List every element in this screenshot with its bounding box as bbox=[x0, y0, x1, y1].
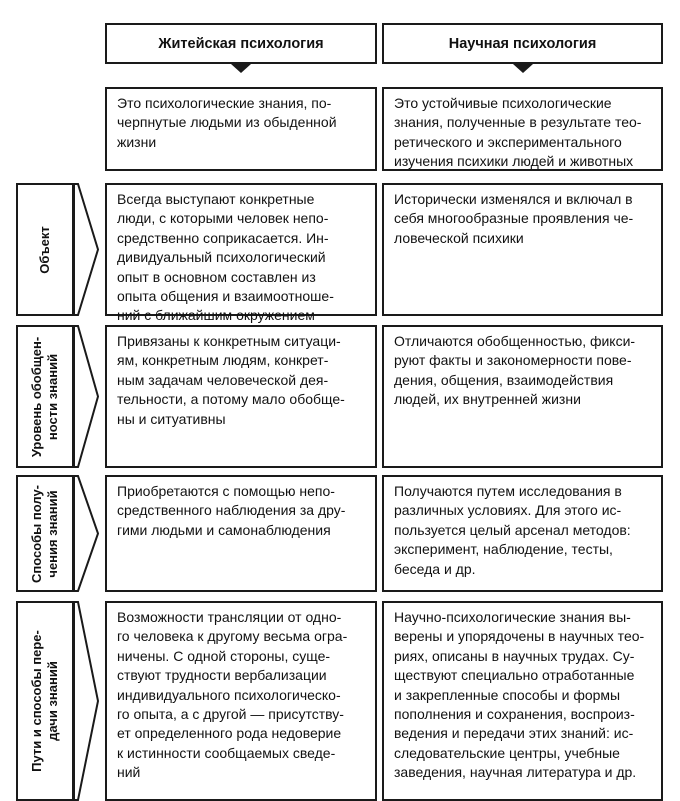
text-line: индивидуального психологическо- bbox=[117, 686, 341, 703]
transmission-scientific bbox=[382, 601, 663, 801]
text-line: Это психологические знания, по- bbox=[117, 95, 332, 111]
text-line: риях, описаны в научных трудах. Су- bbox=[394, 647, 635, 664]
object-everyday bbox=[105, 183, 377, 324]
definition-scientific bbox=[382, 87, 663, 171]
row-label-text: чения знаний bbox=[45, 489, 60, 578]
header-everyday-psychology bbox=[105, 23, 377, 64]
text-line: знания, полученные в результате тео- bbox=[394, 114, 642, 131]
row-label-text: дачи знаний bbox=[45, 661, 60, 741]
text-line: средственно соприкасается. Ин- bbox=[117, 229, 329, 246]
chevron-right-icon bbox=[72, 601, 102, 801]
transmission-everyday bbox=[105, 601, 377, 801]
row-label-text: Уровень обобщен- bbox=[29, 336, 44, 457]
text-line: пополнения и сохранения, воспроиз- bbox=[394, 706, 635, 723]
generalization-scientific bbox=[382, 325, 663, 468]
text-line: пользуется целый арсенал методов: bbox=[394, 521, 631, 538]
text-line: беседа и др. bbox=[394, 560, 476, 577]
definition-everyday bbox=[105, 87, 377, 171]
text-line: следовательские центры, учебные bbox=[394, 744, 620, 761]
text-line: ным задачам человеческой дея- bbox=[117, 371, 329, 388]
text-line: ны и ситуативны bbox=[117, 410, 226, 427]
text-line: эксперимент, наблюдение, тесты, bbox=[394, 541, 613, 558]
text-line: людей, их внутренней жизни bbox=[394, 391, 581, 408]
text-line: Научно-психологические знания вы- bbox=[394, 609, 631, 625]
row-label-generalization-level bbox=[16, 325, 74, 468]
text-line: Исторически изменялся и включал в bbox=[394, 191, 633, 207]
text-line: Возможности трансляции от одно- bbox=[117, 609, 342, 625]
text-line: опыт в основном составлен из bbox=[117, 268, 316, 285]
text-line: Привязаны к конкретным ситуаци- bbox=[117, 333, 341, 349]
text-line: различных условиях. Для этого ис- bbox=[394, 502, 622, 519]
row-label-text: ности знаний bbox=[45, 353, 60, 440]
text-line: ям, конкретным людям, конкрет- bbox=[117, 352, 329, 369]
acquisition-everyday bbox=[105, 475, 377, 592]
text-line: Получаются путем исследования в bbox=[394, 483, 622, 499]
text-line: средственного наблюдения за дру- bbox=[117, 502, 346, 519]
acquisition-scientific bbox=[382, 475, 663, 592]
down-arrow-icon bbox=[513, 64, 533, 73]
text-line: дивидуальный психологический bbox=[117, 249, 326, 266]
text-line: руют факты и закономерности пове- bbox=[394, 352, 632, 369]
text-line: изучения психики людей и животных bbox=[394, 153, 634, 170]
down-arrow-icon bbox=[231, 64, 251, 73]
text-line: ний с ближайшим окружением bbox=[117, 307, 315, 324]
text-line: черпнутые людьми из обыденной bbox=[117, 114, 337, 131]
text-line: себя многообразные проявления че- bbox=[394, 210, 634, 227]
text-line: го опыта, а с другой — присутству- bbox=[117, 706, 344, 723]
text-line: опыта общения и взаимоотноше- bbox=[117, 288, 334, 305]
chevron-right-icon bbox=[72, 475, 102, 592]
text-line: ний bbox=[117, 764, 141, 781]
text-line: Всегда выступают конкретные bbox=[117, 191, 315, 207]
text-line: Отличаются обобщенностью, фикси- bbox=[394, 333, 636, 349]
text-line: ведения и передачи этих знаний: ис- bbox=[394, 725, 634, 742]
row-label-knowledge-transmission bbox=[16, 601, 74, 801]
chevron-right-icon bbox=[72, 325, 102, 468]
text-line: Приобретаются с помощью непо- bbox=[117, 483, 335, 499]
text-line: Это устойчивые психологические bbox=[394, 95, 612, 111]
text-line: дения, общения, взаимодействия bbox=[394, 371, 614, 388]
row-label-text: Пути и способы пере- bbox=[29, 630, 44, 772]
header-scientific-psychology bbox=[382, 23, 663, 64]
text-line: и закрепленные способы и формы bbox=[394, 686, 621, 703]
text-line: заведения, научная литература и др. bbox=[394, 764, 637, 781]
text-line: ет определенного рода недоверие bbox=[117, 725, 342, 742]
row-label-object bbox=[16, 183, 74, 316]
text-line: ничены. С одной стороны, суще- bbox=[117, 647, 331, 664]
text-line: тельности, а потому мало обобще- bbox=[117, 391, 345, 408]
header-everyday-label: Житейская психология bbox=[158, 35, 324, 52]
text-line: жизни bbox=[117, 133, 157, 150]
object-scientific bbox=[382, 183, 663, 316]
text-line: верены и упорядочены в научных тео- bbox=[394, 628, 645, 645]
text-line: гими людьми и самонаблюдения bbox=[117, 521, 331, 538]
chevron-right-icon bbox=[72, 183, 102, 316]
generalization-everyday bbox=[105, 325, 377, 468]
text-line: го человека к другому весьма огра- bbox=[117, 628, 348, 645]
row-label-text: Способы полу- bbox=[29, 484, 44, 583]
header-scientific-label: Научная психология bbox=[448, 35, 597, 52]
row-label-knowledge-acquisition bbox=[16, 475, 74, 592]
text-line: ществуют специально отработанные bbox=[394, 667, 635, 684]
text-line: к истинности сообщаемых сведе- bbox=[117, 744, 336, 761]
text-line: ствуют трудности вербализации bbox=[117, 667, 327, 684]
text-line: ловеческой психики bbox=[394, 229, 524, 246]
row-label-text: Объект bbox=[37, 225, 52, 274]
text-line: ретического и экспериментального bbox=[394, 133, 622, 150]
text-line: люди, с которыми человек непо- bbox=[117, 210, 329, 227]
